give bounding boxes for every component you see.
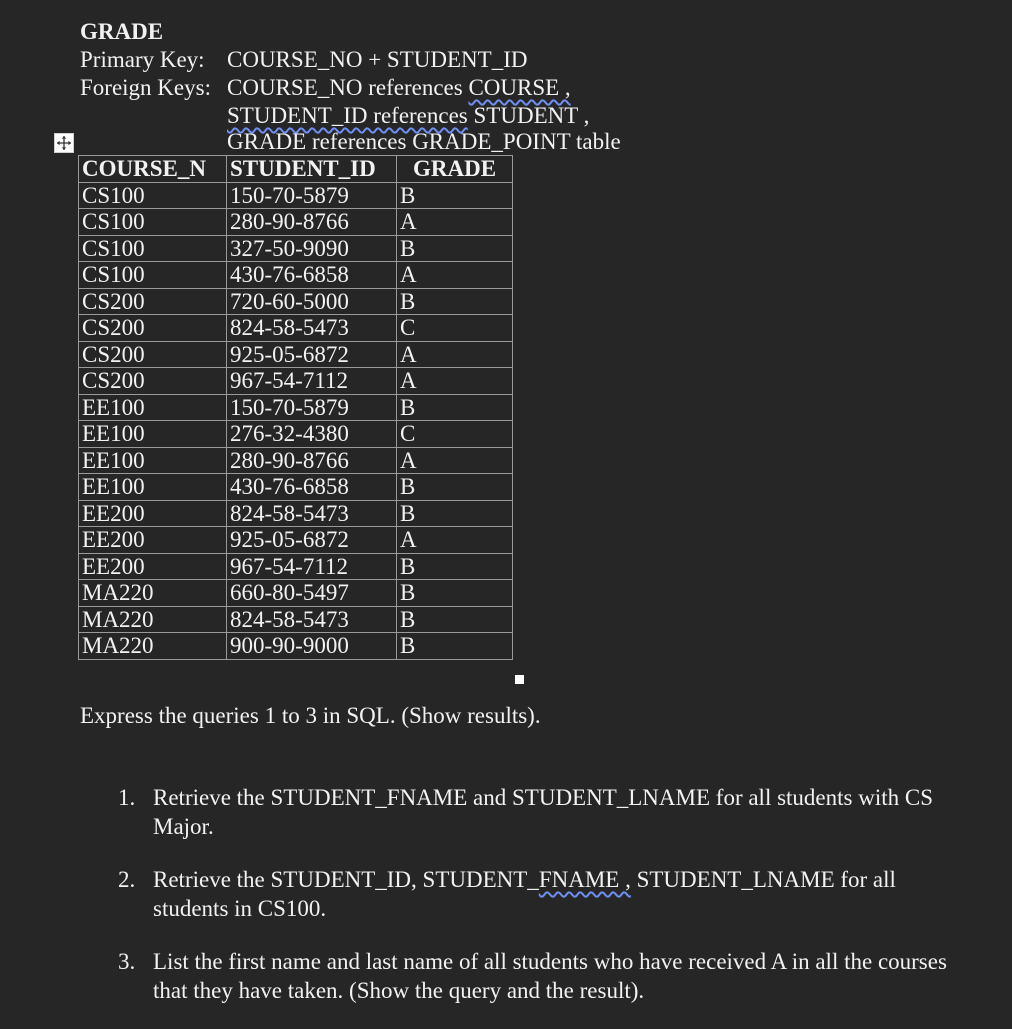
cell-grade: B (397, 394, 513, 421)
cell-grade: A (397, 368, 513, 395)
question-list (118, 783, 948, 1029)
table-row (79, 606, 513, 633)
cell-grade: B (397, 474, 513, 501)
foreign-key-student-line (227, 102, 589, 130)
cell-grade: B (397, 553, 513, 580)
table-row (79, 209, 513, 236)
cell-student-id: 327-50-9090 (227, 235, 397, 262)
cell-course: MA220 (79, 606, 227, 633)
cell-student-id: 720-60-5000 (227, 288, 397, 315)
question-item (118, 947, 948, 1005)
cell-student-id: 150-70-5879 (227, 182, 397, 209)
table-body (79, 182, 513, 659)
cell-grade: A (397, 527, 513, 554)
question-text: Retrieve the STUDENT_FNAME and STUDENT_LNAME for all students with CS Major. (153, 785, 934, 839)
question-text-suffix: STUDENT_LNAME for all students in CS100. (153, 867, 896, 921)
cell-course: EE100 (79, 394, 227, 421)
cell-grade: B (397, 633, 513, 660)
fk-course-text: COURSE_NO references (227, 75, 469, 100)
cell-student-id: 967-54-7112 (227, 553, 397, 580)
question-text: List the first name and last name of all students who have received A in all the courses that they have taken. (Show the query and the result). (153, 949, 947, 1003)
cell-course: EE100 (79, 421, 227, 448)
table-title: GRADE (80, 19, 164, 44)
foreign-keys-line (80, 74, 571, 102)
table-row (79, 527, 513, 554)
cell-grade: A (397, 447, 513, 474)
table-row (79, 474, 513, 501)
cell-student-id: 150-70-5879 (227, 394, 397, 421)
cell-student-id: 824-58-5473 (227, 606, 397, 633)
fk-course-ref: COURSE , (468, 75, 571, 100)
table-row (79, 235, 513, 262)
question-item (118, 865, 948, 923)
cell-grade: C (397, 421, 513, 448)
cell-student-id: 430-76-6858 (227, 474, 397, 501)
question-number: 3. (118, 949, 136, 974)
cell-student-id: 430-76-6858 (227, 262, 397, 289)
question-item (118, 783, 948, 841)
cell-student-id: 925-05-6872 (227, 527, 397, 554)
column-header-grade: GRADE (397, 156, 513, 183)
foreign-key-grade-line: GRADE references GRADE_POINT table (227, 129, 621, 154)
cell-grade: B (397, 606, 513, 633)
cell-grade: B (397, 235, 513, 262)
primary-key-value: COURSE_NO + STUDENT_ID (227, 47, 528, 72)
cell-course: CS100 (79, 262, 227, 289)
table-row (79, 421, 513, 448)
cell-grade: B (397, 500, 513, 527)
fk-student-ref: STUDENT_ID references (227, 103, 468, 128)
cell-grade: C (397, 315, 513, 342)
cell-course: MA220 (79, 580, 227, 607)
cell-grade: A (397, 209, 513, 236)
cell-course: CS200 (79, 288, 227, 315)
table-row (79, 315, 513, 342)
column-header-course: COURSE_N (79, 156, 227, 183)
cell-grade: B (397, 288, 513, 315)
primary-key-line (80, 46, 527, 74)
cell-student-id: 660-80-5497 (227, 580, 397, 607)
table-row (79, 394, 513, 421)
cell-course: EE200 (79, 527, 227, 554)
cell-grade: B (397, 580, 513, 607)
cell-student-id: 925-05-6872 (227, 341, 397, 368)
cell-student-id: 824-58-5473 (227, 500, 397, 527)
cell-student-id: 280-90-8766 (227, 209, 397, 236)
primary-key-label: Primary Key: (80, 47, 205, 72)
cell-student-id: 276-32-4380 (227, 421, 397, 448)
cell-course: CS100 (79, 182, 227, 209)
cell-course: CS100 (79, 209, 227, 236)
question-text-prefix: Retrieve the STUDENT_ID, STUDENT_ (153, 867, 539, 892)
cell-grade: A (397, 262, 513, 289)
cell-course: MA220 (79, 633, 227, 660)
cell-student-id: 280-90-8766 (227, 447, 397, 474)
table-move-handle[interactable] (54, 133, 74, 153)
cell-course: CS100 (79, 235, 227, 262)
table-row (79, 288, 513, 315)
grade-table (78, 155, 513, 660)
table-row (79, 580, 513, 607)
table-header-row (79, 156, 513, 183)
cell-student-id: 824-58-5473 (227, 315, 397, 342)
table-row (79, 500, 513, 527)
cell-course: CS200 (79, 341, 227, 368)
question-number: 2. (118, 867, 136, 892)
instruction-text: Express the queries 1 to 3 in SQL. (Show results). (80, 703, 541, 728)
move-arrows-icon (56, 135, 72, 151)
foreign-keys-label: Foreign Keys: (80, 75, 211, 100)
cell-course: CS200 (79, 368, 227, 395)
cell-grade: A (397, 341, 513, 368)
table-row (79, 182, 513, 209)
question-number: 1. (118, 785, 136, 810)
table-row (79, 341, 513, 368)
cell-course: EE100 (79, 474, 227, 501)
cell-course: EE200 (79, 500, 227, 527)
question-text (153, 865, 948, 923)
cell-course: EE200 (79, 553, 227, 580)
cell-student-id: 900-90-9000 (227, 633, 397, 660)
table-row (79, 262, 513, 289)
table-row (79, 553, 513, 580)
cell-student-id: 967-54-7112 (227, 368, 397, 395)
table-row (79, 447, 513, 474)
fk-student-text: STUDENT , (467, 103, 590, 128)
cell-grade: B (397, 182, 513, 209)
table-row (79, 633, 513, 660)
column-header-student-id: STUDENT_ID (227, 156, 397, 183)
question-text-flagged: FNAME , (538, 867, 631, 892)
cell-course: CS200 (79, 315, 227, 342)
table-row (79, 368, 513, 395)
table-resize-handle[interactable] (515, 675, 524, 684)
cell-course: EE100 (79, 447, 227, 474)
